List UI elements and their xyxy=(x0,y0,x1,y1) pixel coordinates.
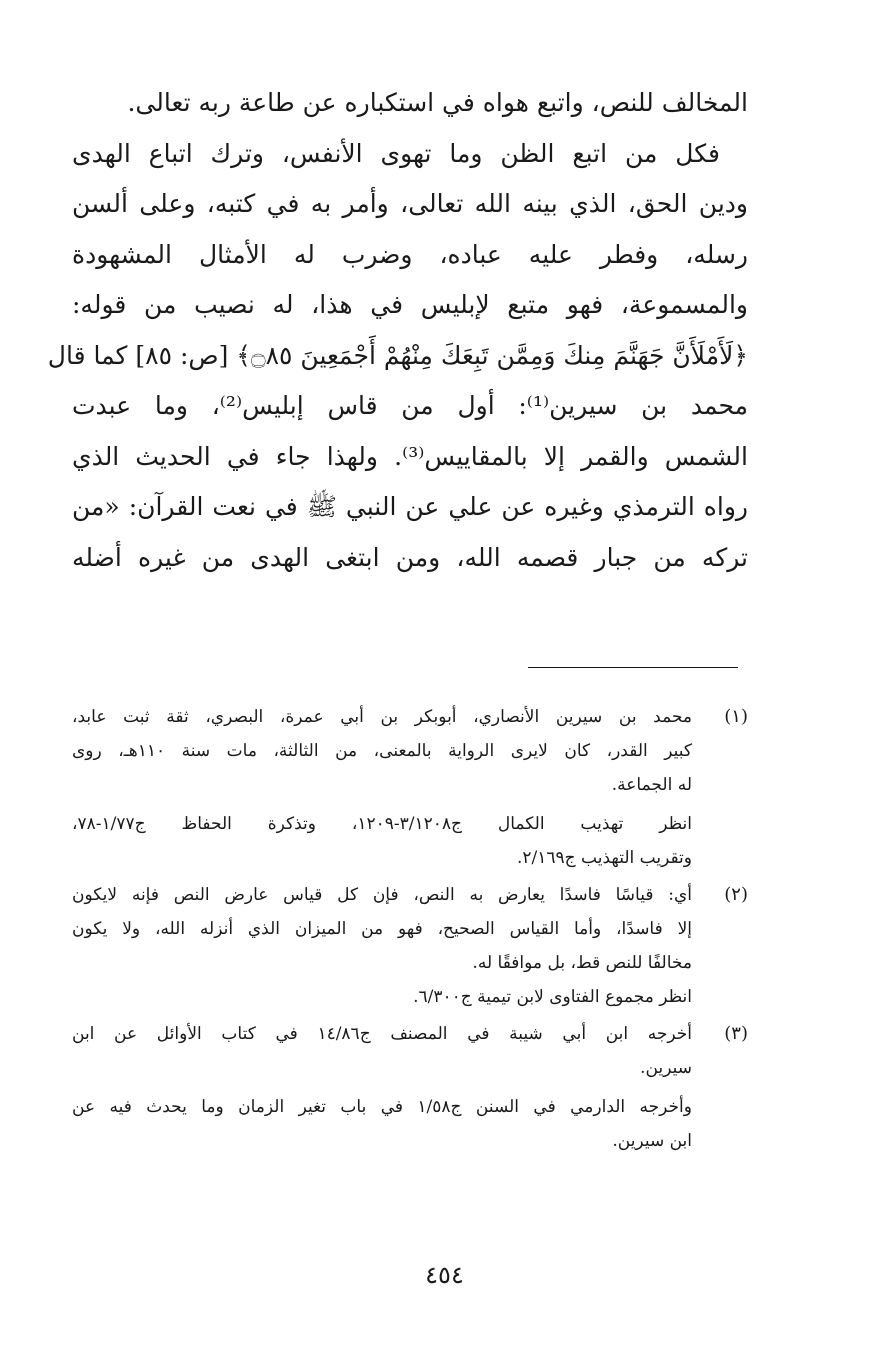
main-text-line: ودين الحق، الذي بينه الله تعالى، وأمر به في كتبه، وعلى ألسن xyxy=(72,189,748,218)
main-text-line: تركه من جبار قصمه الله، ومن ابتغى الهدى من غيره أضله xyxy=(72,542,748,572)
main-text-line: والمسموعة، فهو متبع لإبليس في هذا، له نصيب من قوله: xyxy=(72,290,748,319)
footnote-number: (١) xyxy=(724,706,748,727)
footnote-reference-line: انظر مجموع الفتاوى لابن تيمية ج٦/٣٠٠. xyxy=(413,987,692,1007)
footnote-reference-line: انظر تهذيب الكمال ج٣/١٢٠٨-١٢٠٩، وتذكرة الحفاظ ج١/٧٧-٧٨، xyxy=(72,814,693,834)
main-text-line: محمد بن سيرين⁽¹⁾: أول من قاس إبليس⁽²⁾، وما عبدت xyxy=(72,391,748,420)
main-text-line: الشمس والقمر إلا بالمقاييس⁽³⁾. ولهذا جاء في الحديث الذي xyxy=(72,441,748,471)
footnote-line: كبير القدر، كان لايرى الرواية بالمعنى، من الثالثة، مات سنة ١١٠هـ، روى xyxy=(72,741,692,761)
footnote-line: له الجماعة. xyxy=(611,775,692,795)
footnote-reference-line: وتقريب التهذيب ج٢/١٦٩. xyxy=(516,848,692,868)
footnote-body xyxy=(72,1017,692,1158)
footnote-3 xyxy=(72,1017,748,1158)
footnote-reference-line: وأخرجه الدارمي في السنن ج١/٥٨ في باب تغير الزمان وما يحدث فيه عن xyxy=(72,1097,692,1117)
quran-verse-line: ﴿لَأَمْلَأَنَّ جَهَنَّمَ مِنكَ وَمِمَّن تَبِعَكَ مِنْهُمْ أَجْمَعِينَ ۝٨٥﴾ [ص: ٨٥] كما قال xyxy=(47,340,748,370)
main-text-line: رواه الترمذي وغيره عن علي عن النبي ﷺ في نعت القرآن: «من xyxy=(72,492,748,521)
footnote-line: إلا فاسدًا، وأما القياس الصحيح، فهو من الميزان الذي أنزله الله، ولا يكون xyxy=(72,919,692,939)
footnotes-section xyxy=(72,700,748,1161)
main-text-line: المخالف للنص، واتبع هواه في استكباره عن طاعة ربه تعالى. xyxy=(127,88,748,117)
footnote-number: (٢) xyxy=(724,884,748,905)
main-text-block xyxy=(47,78,748,583)
footnote-2 xyxy=(72,878,748,1014)
footnote-line: أي: قياسًا فاسدًا يعارض به النص، فإن كل قياس عارض النص فإنه لايكون xyxy=(72,885,692,905)
main-text-line: رسله، وفطر عليه عباده، وضرب له الأمثال المشهودة xyxy=(72,239,748,269)
footnote-separator xyxy=(528,667,738,668)
page-number: ٤٥٤ xyxy=(425,1261,464,1289)
footnote-line: محمد بن سيرين الأنصاري، أبوبكر بن أبي عمرة، البصري، ثقة ثبت عابد، xyxy=(72,707,692,727)
main-text-line: فكل من اتبع الظن وما تهوى الأنفس، وترك اتباع الهدى xyxy=(72,138,720,168)
footnote-line: مخالفًا للنص قط، بل موافقًا له. xyxy=(472,953,692,973)
footnote-line: أخرجه ابن أبي شيبة في المصنف ج١٤/٨٦ في كتاب الأوائل عن ابن xyxy=(72,1024,692,1044)
footnote-body xyxy=(72,700,692,875)
footnote-number: (٣) xyxy=(724,1023,748,1044)
footnote-1 xyxy=(72,700,748,875)
footnote-reference-line: ابن سيرين. xyxy=(612,1131,692,1151)
footnote-body xyxy=(72,878,692,1014)
footnote-line: سيرين. xyxy=(640,1058,692,1078)
